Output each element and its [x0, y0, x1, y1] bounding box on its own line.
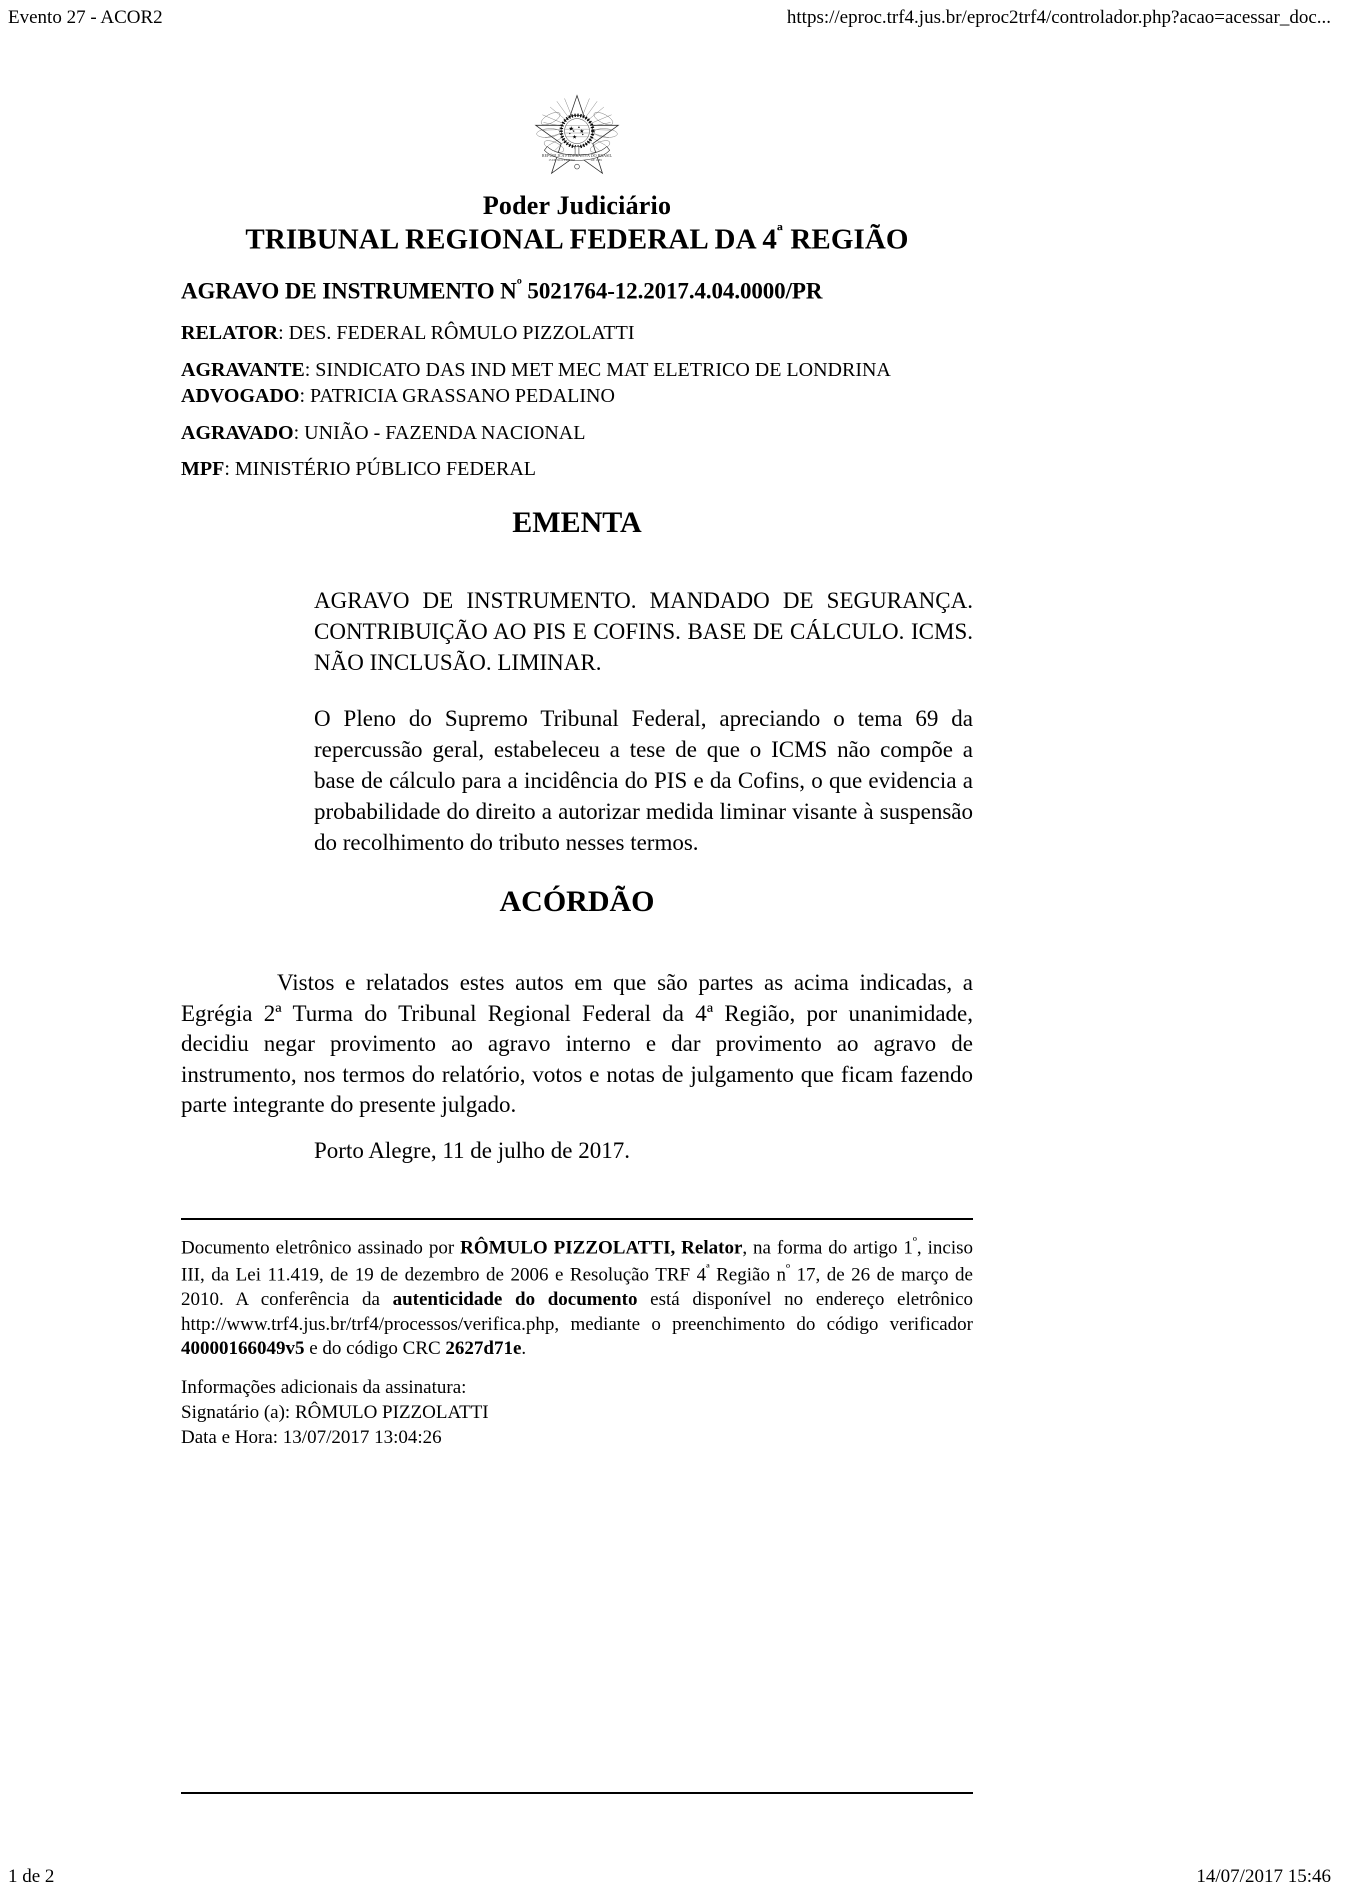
- signature-rule-top: [181, 1218, 973, 1220]
- party-row-agravante: [181, 357, 973, 384]
- print-header: [0, 6, 1345, 34]
- svg-text:15 DE NOVEMBRO: 15 DE NOVEMBRO: [548, 157, 575, 162]
- case-number: [181, 277, 973, 305]
- party-label-advogado: ADVOGADO: [181, 385, 300, 408]
- section-title-ementa: EMENTA: [512, 506, 642, 539]
- party-row-mpf: [181, 456, 973, 483]
- print-header-title: Evento 27 - ACOR2: [8, 7, 163, 28]
- sig-text-4: Região n: [709, 1264, 786, 1286]
- party-group-relator: [181, 320, 973, 347]
- signature-rule-bottom: [181, 1792, 973, 1794]
- sig-authenticity-phrase: autenticidade do documento: [392, 1289, 638, 1311]
- sig-extra-signer: Signatário (a): RÔMULO PIZZOLATTI: [181, 1401, 489, 1423]
- sig-signer-name: RÔMULO PIZZOLATTI, Relator: [460, 1237, 743, 1259]
- sig-ordinal-1: º: [912, 1234, 917, 1249]
- party-label-relator: RELATOR: [181, 322, 279, 344]
- party-group-agravante: [181, 357, 973, 410]
- signature-extra-info: [181, 1376, 973, 1451]
- heading-poder-judiciario: Poder Judiciário: [482, 191, 672, 220]
- party-value-relator: : DES. FEDERAL RÔMULO PIZZOLATTI: [278, 322, 635, 344]
- party-label-agravante: AGRAVANTE: [181, 358, 305, 381]
- party-group-agravado: [181, 420, 973, 447]
- heading-tribunal-text: TRIBUNAL REGIONAL FEDERAL DA 4: [245, 223, 777, 256]
- sig-ordinal-3: º: [785, 1261, 790, 1277]
- case-number-value: 5021764-12.2017.4.04.0000/PR: [521, 278, 823, 304]
- ementa-keywords: AGRAVO DE INSTRUMENTO. MANDADO DE SEGURANÇA. CONTRIBUIÇÃO AO PIS E COFINS. BASE DE CÁLCULO. ICMS. NÃO INCLUSÃO. LIMINAR.: [314, 588, 973, 675]
- sig-ordinal-2: ª: [706, 1261, 710, 1277]
- acordao-body: Vistos e relatados estes autos em que são partes as acima indicadas, a Egrégia 2ª Turma do Tribunal Regional Federal da 4ª Região, por unanimidade, decidiu negar provimento ao agravo interno e dar provimento ao agravo de instrumento, nos termos do relatório, votos e notas de julgamento que ficam fazendo parte integrante do presente julgado.: [181, 970, 973, 1118]
- sig-text-7: e do código CRC: [304, 1338, 446, 1360]
- parties-block: [181, 320, 973, 483]
- sig-text-5: 17, de 26 de março de 2010. A conferência da: [181, 1264, 973, 1311]
- organization-heading: [181, 190, 973, 258]
- brazil-coat-of-arms-icon: [529, 85, 625, 181]
- heading-tribunal-suffix: REGIÃO: [782, 223, 909, 256]
- ementa-body: O Pleno do Supremo Tribunal Federal, apreciando o tema 69 da repercussão geral, estabeleceu a tese de que o ICMS não compõe a base de cálculo para a incidência do PIS e da Cofins, o que evidencia a probabilidade do direito a autorizar medida liminar visante à suspensão do recolhimento do tributo nesses termos.: [314, 706, 973, 855]
- print-footer-page-number: 1 de 2: [8, 1866, 55, 1887]
- case-number-label: AGRAVO DE INSTRUMENTO N: [181, 278, 517, 304]
- acordao-content: [181, 968, 973, 1121]
- sig-text-3: , inciso III, da Lei 11.419, de 19 de dezembro de 2006 e Resolução TRF 4: [181, 1237, 973, 1286]
- acordao-date-line: Porto Alegre, 11 de julho de 2017.: [314, 1138, 630, 1163]
- section-title-acordao: ACÓRDÃO: [499, 885, 655, 918]
- case-number-ordinal: º: [516, 277, 522, 294]
- sig-text-2: , na forma do artigo 1: [742, 1237, 913, 1259]
- sig-extra-title: Informações adicionais da assinatura:: [181, 1377, 467, 1398]
- svg-text:REPÚBLICA FEDERATIVA DO BRASIL: REPÚBLICA FEDERATIVA DO BRASIL: [541, 153, 613, 158]
- party-row-advogado: [181, 383, 973, 410]
- print-header-url: https://eproc.trf4.jus.br/eproc2trf4/controlador.php?acao=acessar_doc...: [786, 7, 1331, 28]
- party-label-agravado: AGRAVADO: [181, 421, 294, 444]
- sig-text-1: Documento eletrônico assinado por: [181, 1237, 461, 1259]
- sig-text-8: .: [521, 1338, 527, 1360]
- party-value-agravante: : SINDICATO DAS IND MET MEC MAT ELETRICO DE LONDRINA: [304, 358, 891, 381]
- sig-verification-code: 40000166049v5: [181, 1338, 305, 1360]
- party-value-advogado: : PATRICIA GRASSANO PEDALINO: [299, 385, 615, 408]
- sig-text-6: está disponível no endereço eletrônico http://www.trf4.jus.br/trf4/processos/verifica.php, mediante o preenchimento do código verificador: [181, 1289, 974, 1335]
- coat-of-arms-container: [181, 85, 973, 186]
- party-value-mpf: : MINISTÉRIO PÚBLICO FEDERAL: [224, 458, 536, 481]
- party-label-mpf: MPF: [181, 458, 225, 481]
- svg-text:DE 1889: DE 1889: [590, 157, 602, 162]
- ementa-content: [314, 586, 973, 859]
- signature-legal-text: [181, 1234, 973, 1362]
- party-value-agravado: : UNIÃO - FAZENDA NACIONAL: [293, 421, 586, 444]
- sig-crc-code: 2627d71e: [445, 1338, 522, 1360]
- print-footer: [0, 1865, 1345, 1889]
- sig-extra-datetime: Data e Hora: 13/07/2017 13:04:26: [181, 1426, 442, 1448]
- heading-tribunal: [181, 221, 973, 257]
- heading-tribunal-ordinal: ª: [776, 221, 783, 244]
- party-row-agravado: [181, 420, 973, 447]
- party-group-mpf: [181, 456, 973, 483]
- print-footer-timestamp: 14/07/2017 15:46: [1196, 1866, 1331, 1887]
- party-row-relator: [181, 320, 973, 347]
